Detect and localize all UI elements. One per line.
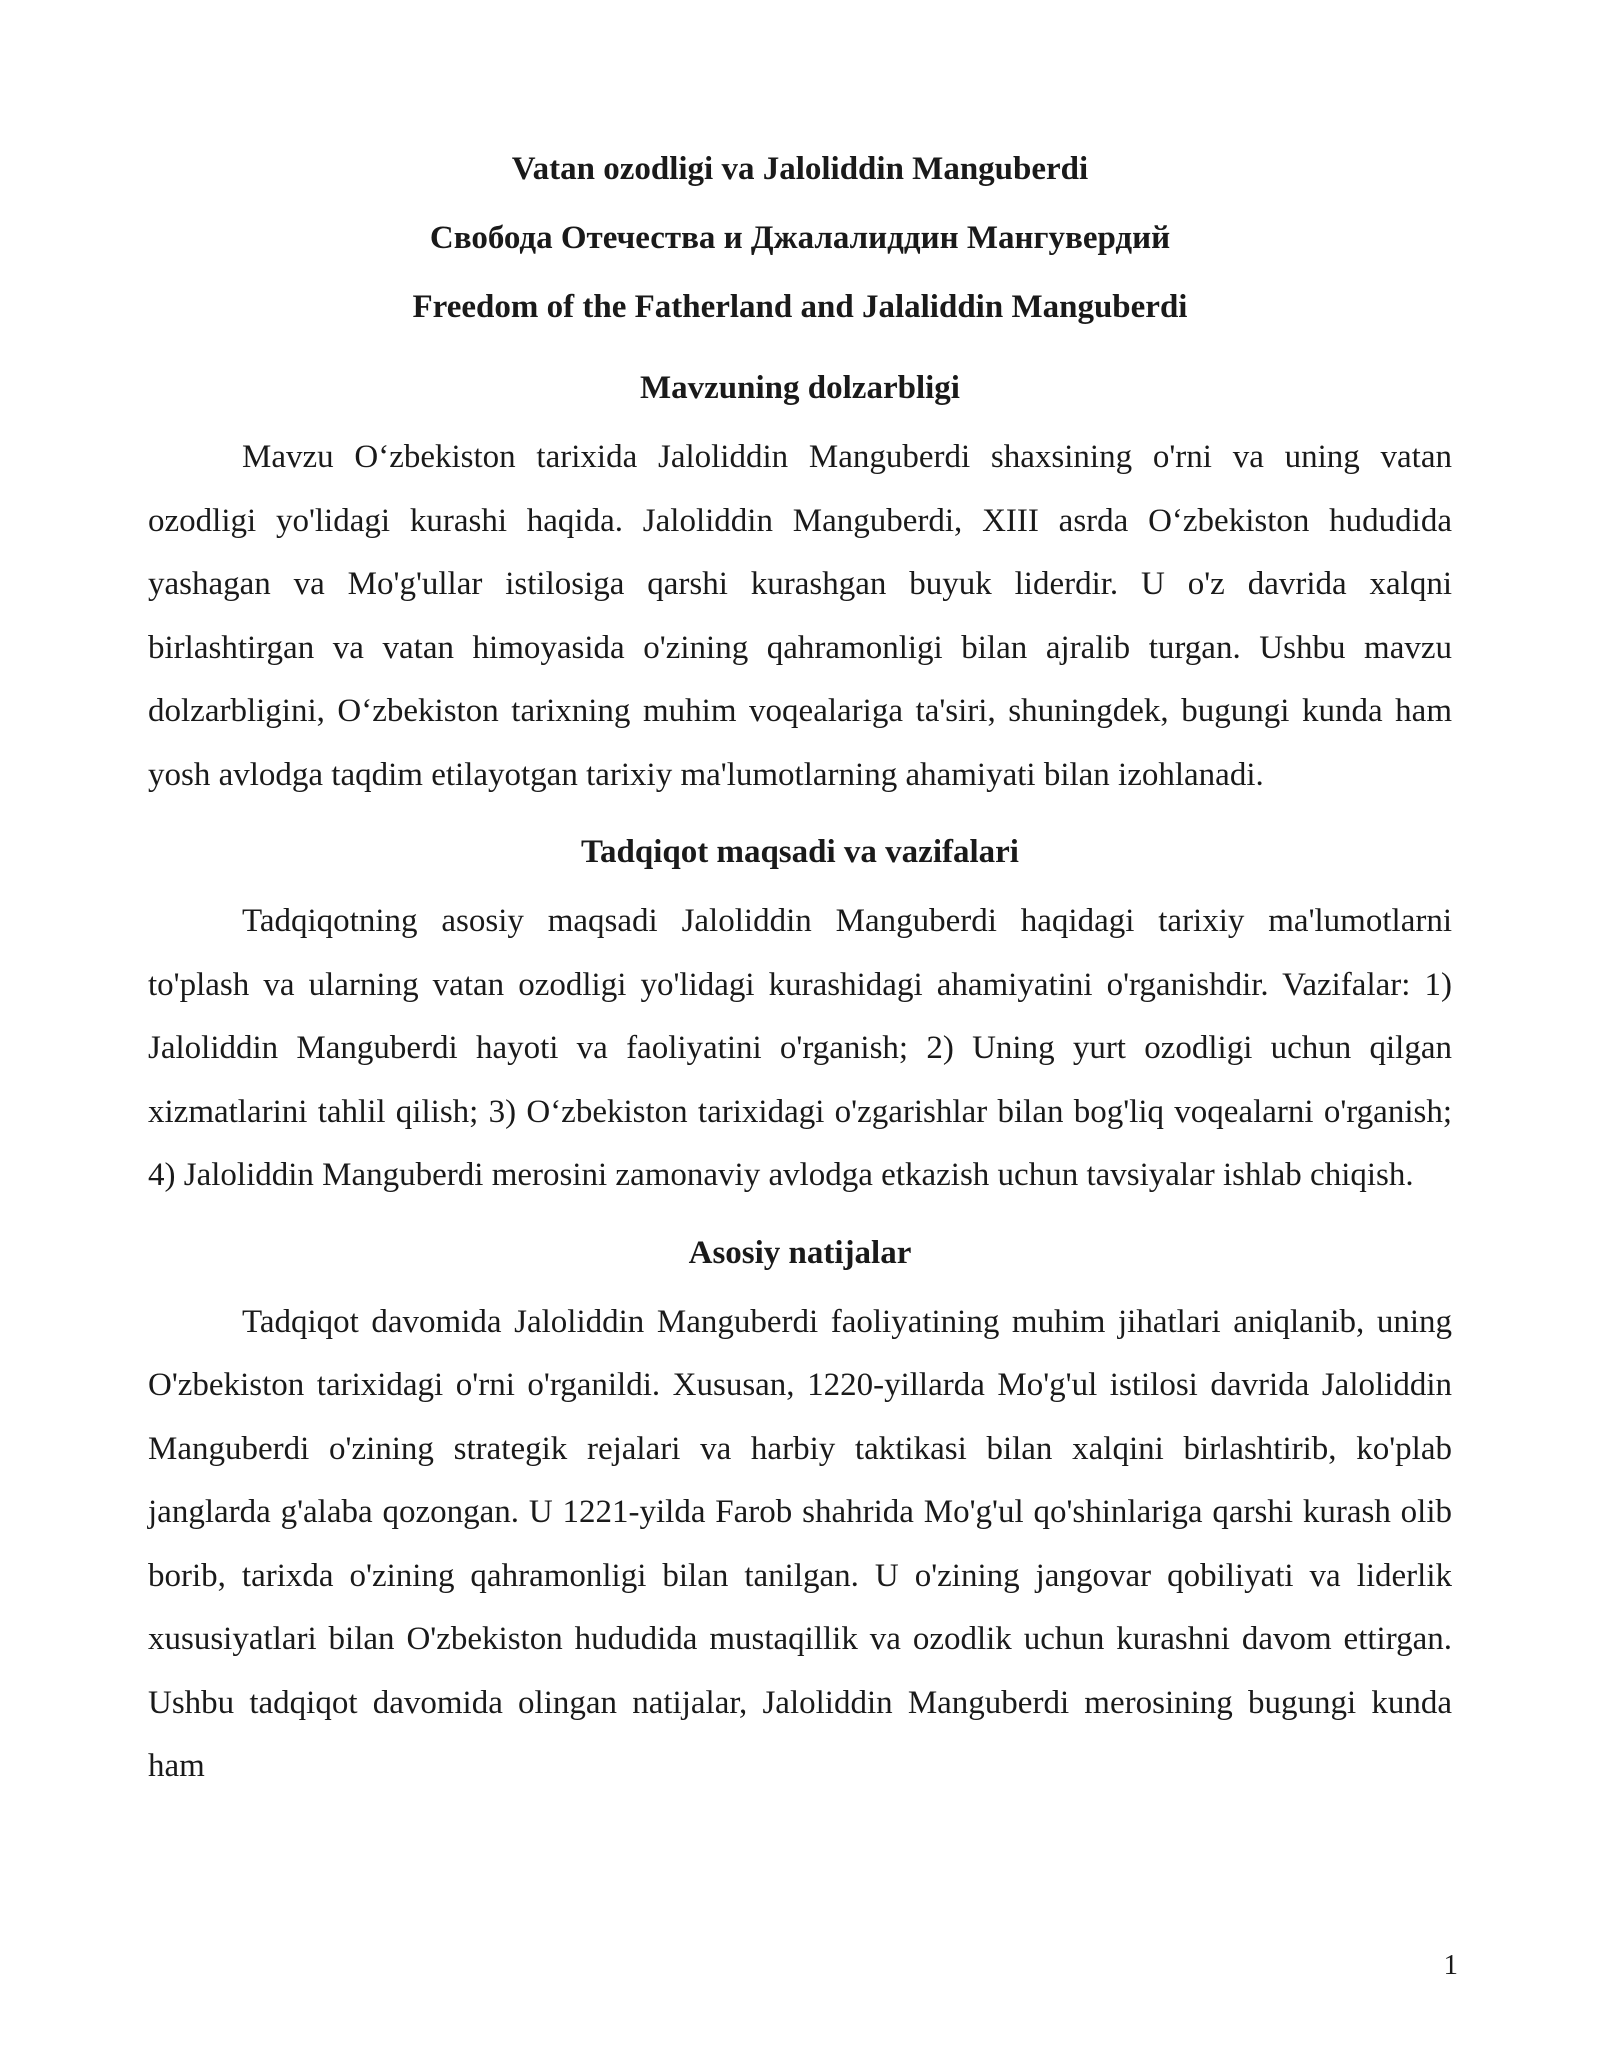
section-paragraph: Mavzu O‘zbekiston tarixida Jaloliddin Manguberdi shaxsining o'rni va uning vatan ozodligi yo'lidagi kurashi haqida. Jaloliddin Manguberdi, XIII asrda O‘zbekiston hududida yashagan va Mo'g'ullar istilosiga qarshi kurashgan buyuk liderdir. U o'z davrida xalqni birlashtirgan va vatan himoyasida o'zining qahramonligi bilan ajralib turgan. Ushbu mavzu dolzarbligini, O‘zbekiston tarixning muhim voqealariga ta'siri, shuningdek, bugungi kunda ham yosh avlodga taqdim etilayotgan tarixiy ma'lumotlarning ahamiyati bilan izohlanadi. — [148, 439, 1452, 793]
title-english: Freedom of the Fatherland and Jalaliddin Manguberdi — [412, 289, 1188, 325]
section-results — [148, 1230, 1452, 1799]
title-uzbek: Vatan ozodligi va Jaloliddin Manguberdi — [511, 151, 1089, 187]
section-heading: Asosiy natijalar — [688, 1234, 912, 1271]
section-goals — [148, 829, 1452, 1208]
title-block — [148, 146, 1452, 330]
section-paragraph: Tadqiqot davomida Jaloliddin Manguberdi faoliyatining muhim jihatlari aniqlanib, uning O'zbekiston tarixidagi o'rni o'rganildi. Xususan, 1220-yillarda Mo'g'ul istilosi davrida Jaloliddin Manguberdi o'zining strategik rejalari va harbiy taktikasi bilan xalqini birlashtirib, ko'plab janglarda g'alaba qozongan. U 1221-yilda Farob shahrida Mo'g'ul qo'shinlariga qarshi kurash olib borib, tarixda o'zining qahramonligi bilan tanilgan. U o'zining jangovar qobiliyati va liderlik xususiyatlari bilan O'zbekiston hududida mustaqillik va ozodlik uchun kurashni davom ettirgan. Ushbu tadqiqot davomida olingan natijalar, Jaloliddin Manguberdi merosining bugungi kunda ham — [148, 1303, 1452, 1784]
page-number: 1 — [1443, 1949, 1458, 1981]
section-paragraph: Tadqiqotning asosiy maqsadi Jaloliddin Manguberdi haqidagi tarixiy ma'lumotlarni to'plash va ularning vatan ozodligi yo'lidagi kurashidagi ahamiyatini o'rganishdir. Vazifalar: 1) Jaloliddin Manguberdi hayoti va faoliyatini o'rganish; 2) Uning yurt ozodligi uchun qilgan xizmatlarini tahlil qilish; 3) O‘zbekiston tarixidagi o'zgarishlar bilan bog'liq voqealarni o'rganish; 4) Jaloliddin Manguberdi merosini zamonaviy avlodga etkazish uchun tavsiyalar ishlab chiqish. — [148, 903, 1452, 1193]
section-heading: Mavzuning dolzarbligi — [640, 370, 960, 406]
section-relevance — [148, 365, 1452, 807]
title-russian: Свобода Отечества и Джалалиддин Мангувердий — [429, 220, 1171, 256]
document-page — [148, 146, 1452, 1821]
section-heading: Tadqiqot maqsadi va vazifalari — [581, 834, 1019, 870]
